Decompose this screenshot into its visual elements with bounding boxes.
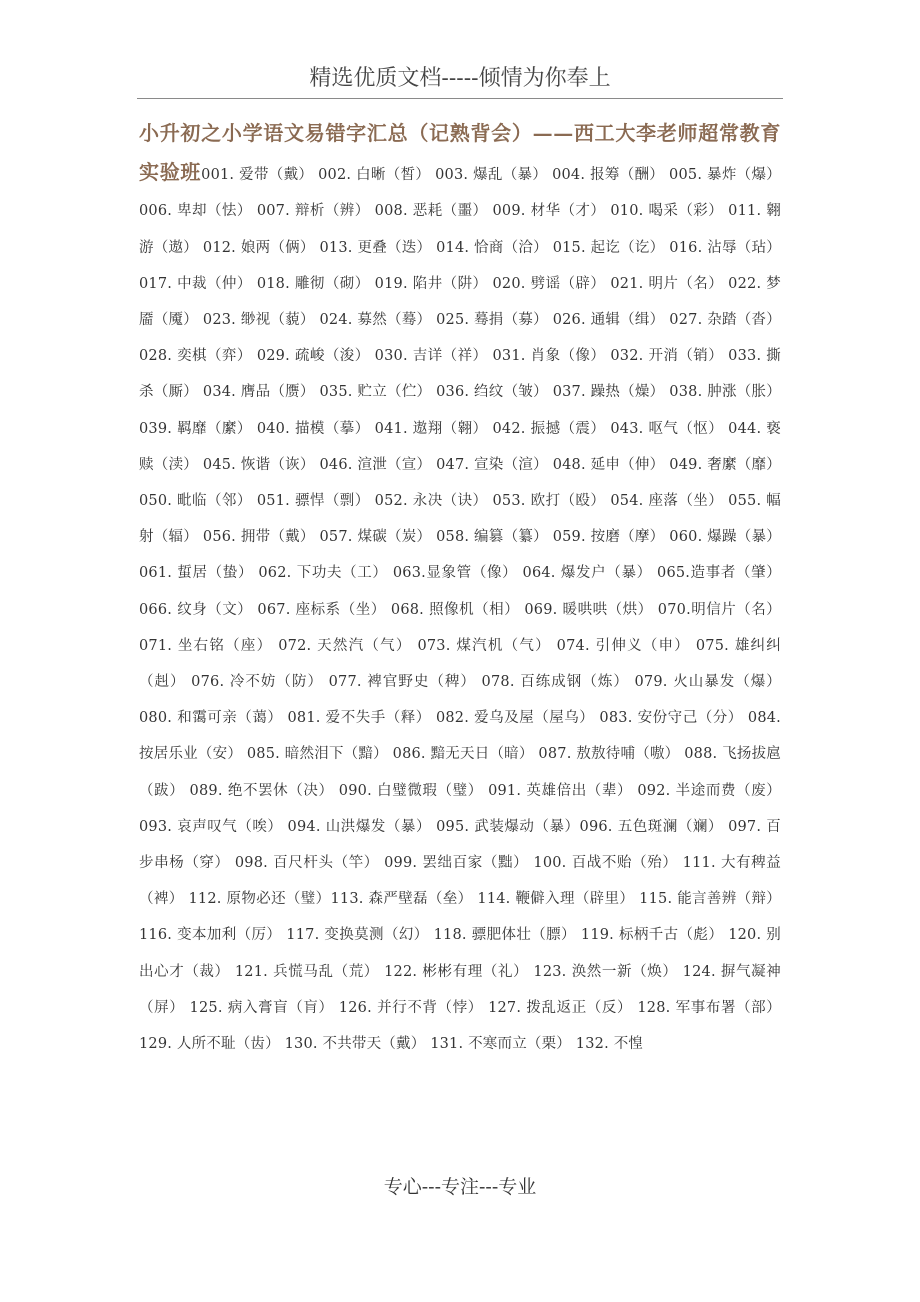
- document-title: 小升初之小学语文易错字汇总（记熟背会）——西工大李老师超常教育实验班: [139, 121, 781, 185]
- typo-list: 001. 爱带（戴） 002. 白晰（皙） 003. 爆乱（暴） 004. 报筹（酬） 005. 暴炸（爆） 006. 卑却（怯） 007. 辩析（辨） 008. 恶耗（噩） 009. 材华（才） 010. 喝采（彩） 011. 翱游（遨） 012. 娘两（俩） 013. 更叠（迭） 014. 恰商（洽） 015. 起讫（讫） 016. 沾辱（玷） 017. 中裁（仲） 018. 雕彻（砌） 019. 陷井（阱） 020. 劈谣（辟） 021. 明片（名） 022. 梦靥（魇） 023. 缈视（藐） 024. 募然（蓦） 025. 蓦捐（募） 026. 通辑（缉） 027. 杂踏（沓） 028. 奕棋（弈） 029. 疏峻（浚） 030. 吉详（祥） 031. 肖象（像） 032. 开消（销） 033. 撕杀（厮） 034. 膺品（赝） 035. 贮立（伫） 036. 绉纹（皱） 037. 躁热（燥） 038. 肿涨（胀） 039. 羁靡（縻） 040. 描模（摹） 041. 遨翔（翱） 042. 振撼（震） 043. 呕气（怄） 044. 亵赎（渎） 045. 恢谐（诙） 046. 渲泄（宣） 047. 宣染（渲） 048. 延申（伸） 049. 奢縻（靡） 050. 毗临（邻） 051. 骠悍（剽） 052. 永决（诀） 053. 欧打（殴） 054. 座落（坐） 055. 幅射（辐） 056. 拥带（戴） 057. 煤碳（炭） 058. 编篡（纂） 059. 按磨（摩） 060. 爆躁（暴） 061. 蜇居（蛰） 062. 下功夫（工） 063.显象管（像） 064. 爆发户（暴） 065.造事者（肇） 066. 纹身（文） 067. 座标系（坐） 068. 照像机（相） 069. 暖哄哄（烘） 070.明信片（名） 071. 坐右铭（座） 072. 天然汽（气） 073. 煤汽机（气） 074. 引伸义（申） 075. 雄纠纠（赳） 076. 冷不妨（防） 077. 裨官野史（稗） 078. 百练成钢（炼） 079. 火山暴发（爆） 080. 和霭可亲（蔼） 081. 爱不失手（释） 082. 爱乌及屋（屋乌） 083. 安份守己（分） 084. 按居乐业（安） 085. 暗然泪下（黯） 086. 黯无天日（暗） 087. 敖敖待哺（嗷） 088. 飞扬拔扈（跋） 089. 绝不罢休（决） 090. 白璧微瑕（璧） 091. 英雄倍出（辈） 092. 半途而费（废） 093. 哀声叹气（唉） 094. 山洪爆发（暴） 095. 武装爆动（暴）096. 五色斑澜（斓） 097. 百步串杨（穿） 098. 百尺杆头（竿） 099. 罢绌百家（黜） 100. 百战不贻（殆） 111. 大有稗益（裨） 112. 原物必还（璧）113. 森严壁磊（垒） 114. 鞭僻入理（辟里） 115. 能言善辨（辩） 116. 变本加利（厉） 117. 变换莫测（幻） 118. 骠肥体壮（膘） 119. 标柄千古（彪） 120. 别出心才（裁） 121. 兵慌马乱（荒） 122. 彬彬有理（礼） 123. 涣然一新（焕） 124. 摒气凝神（屏） 125. 病入膏盲（肓） 126. 并行不背（悖） 127. 拨乱返正（反） 128. 军事布署（部） 129. 人所不耻（齿） 130. 不共带天（戴） 131. 不寒而立（栗） 132. 不惶: [139, 167, 781, 1053]
- document-body: [139, 115, 781, 1155]
- page-header: 精选优质文档-----倾情为你奉上: [309, 66, 611, 91]
- header-divider: [137, 98, 783, 99]
- page-footer: 专心---专注---专业: [383, 1176, 537, 1198]
